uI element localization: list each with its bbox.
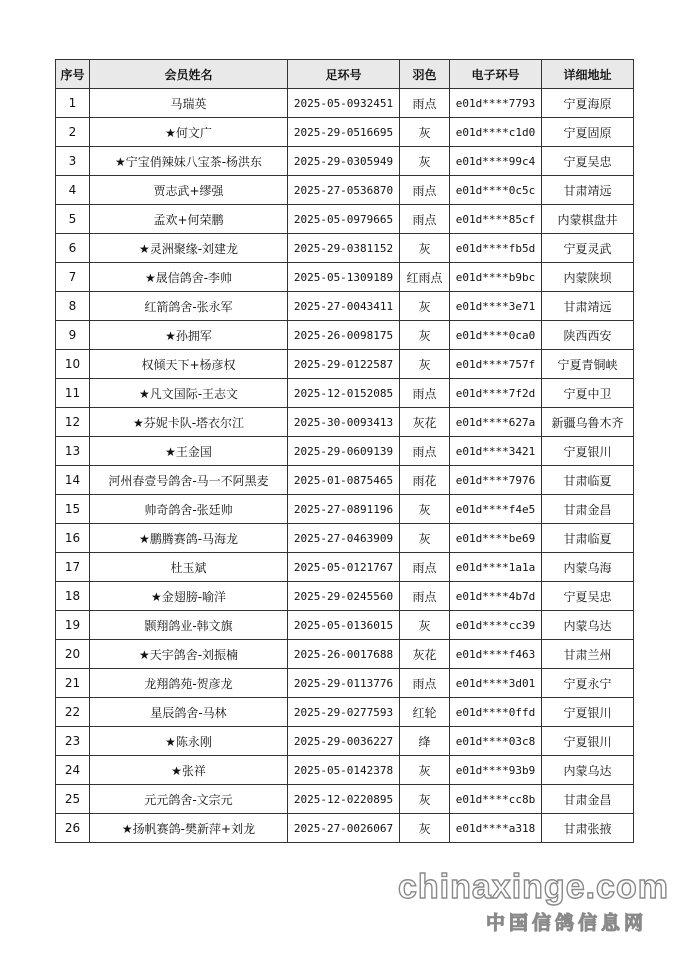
cell-member-name: ★灵洲聚缘-刘建龙 (90, 234, 288, 263)
cell-feather-color: 雨花 (400, 466, 450, 495)
cell-electronic-ring: e01d****7f2d (450, 379, 542, 408)
cell-address: 宁夏吴忠 (542, 147, 634, 176)
cell-address: 甘肃临夏 (542, 524, 634, 553)
table-row (56, 611, 634, 640)
cell-ring-number: 2025-30-0093413 (288, 408, 400, 437)
cell-member-name: ★宁宝俏辣妹八宝茶-杨洪东 (90, 147, 288, 176)
cell-feather-color: 灰 (400, 147, 450, 176)
cell-electronic-ring: e01d****93b9 (450, 756, 542, 785)
cell-feather-color: 灰花 (400, 408, 450, 437)
cell-address: 陕西西安 (542, 321, 634, 350)
cell-feather-color: 雨点 (400, 669, 450, 698)
cell-electronic-ring: e01d****be69 (450, 524, 542, 553)
cell-feather-color: 灰 (400, 495, 450, 524)
cell-member-name: ★芬妮卡队-塔衣尔江 (90, 408, 288, 437)
cell-member-name: ★天宇鸽舍-刘振楠 (90, 640, 288, 669)
cell-ring-number: 2025-29-0277593 (288, 698, 400, 727)
watermark-site-name: 中国信鸽信息网 (486, 912, 648, 934)
table-row (56, 263, 634, 292)
cell-feather-color: 灰 (400, 524, 450, 553)
cell-feather-color: 灰花 (400, 640, 450, 669)
cell-address: 宁夏海原 (542, 89, 634, 118)
cell-address: 甘肃兰州 (542, 640, 634, 669)
cell-ring-number: 2025-27-0463909 (288, 524, 400, 553)
cell-electronic-ring: e01d****a318 (450, 814, 542, 843)
cell-electronic-ring: e01d****0ffd (450, 698, 542, 727)
cell-ring-number: 2025-27-0536870 (288, 176, 400, 205)
cell-ring-number: 2025-27-0026067 (288, 814, 400, 843)
cell-ring-number: 2025-29-0381152 (288, 234, 400, 263)
table-row (56, 408, 634, 437)
table-row (56, 466, 634, 495)
cell-seq: 9 (56, 321, 90, 350)
cell-ring-number: 2025-05-0142378 (288, 756, 400, 785)
table-row (56, 756, 634, 785)
cell-electronic-ring: e01d****f4e5 (450, 495, 542, 524)
cell-address: 内蒙乌海 (542, 553, 634, 582)
cell-address: 宁夏固原 (542, 118, 634, 147)
cell-seq: 1 (56, 89, 90, 118)
cell-electronic-ring: e01d****cc39 (450, 611, 542, 640)
cell-ring-number: 2025-26-0098175 (288, 321, 400, 350)
cell-electronic-ring: e01d****fb5d (450, 234, 542, 263)
cell-electronic-ring: e01d****85cf (450, 205, 542, 234)
table-row (56, 495, 634, 524)
table-row (56, 553, 634, 582)
cell-ring-number: 2025-29-0122587 (288, 350, 400, 379)
table-body (56, 89, 634, 843)
cell-seq: 26 (56, 814, 90, 843)
cell-address: 内蒙乌达 (542, 756, 634, 785)
cell-member-name: ★金翅膀-喻洋 (90, 582, 288, 611)
cell-feather-color: 绛 (400, 727, 450, 756)
cell-ring-number: 2025-05-0136015 (288, 611, 400, 640)
table-row (56, 234, 634, 263)
cell-seq: 24 (56, 756, 90, 785)
header-seq: 序号 (56, 60, 90, 89)
cell-seq: 7 (56, 263, 90, 292)
cell-feather-color: 灰 (400, 611, 450, 640)
cell-member-name: 元元鸽舍-文宗元 (90, 785, 288, 814)
member-table-container (55, 59, 633, 843)
cell-feather-color: 灰 (400, 350, 450, 379)
cell-member-name: 马瑞英 (90, 89, 288, 118)
cell-electronic-ring: e01d****7793 (450, 89, 542, 118)
cell-feather-color: 灰 (400, 814, 450, 843)
header-address: 详细地址 (542, 60, 634, 89)
header-electronic-ring: 电子环号 (450, 60, 542, 89)
cell-seq: 23 (56, 727, 90, 756)
cell-member-name: ★晟信鸽舍-李帅 (90, 263, 288, 292)
cell-member-name: 权倾天下+杨彦权 (90, 350, 288, 379)
cell-seq: 12 (56, 408, 90, 437)
table-row (56, 698, 634, 727)
cell-ring-number: 2025-12-0220895 (288, 785, 400, 814)
cell-member-name: 红箭鸽舍-张永军 (90, 292, 288, 321)
header-feather-color: 羽色 (400, 60, 450, 89)
cell-electronic-ring: e01d****cc8b (450, 785, 542, 814)
table-row (56, 437, 634, 466)
table-row (56, 350, 634, 379)
table-row (56, 205, 634, 234)
cell-address: 甘肃靖远 (542, 176, 634, 205)
cell-ring-number: 2025-12-0152085 (288, 379, 400, 408)
cell-address: 宁夏青铜峡 (542, 350, 634, 379)
cell-ring-number: 2025-26-0017688 (288, 640, 400, 669)
cell-ring-number: 2025-29-0305949 (288, 147, 400, 176)
cell-member-name: ★王金国 (90, 437, 288, 466)
cell-member-name: ★陈永刚 (90, 727, 288, 756)
header-member-name: 会员姓名 (90, 60, 288, 89)
cell-member-name: 颢翔鸽业-韩文旗 (90, 611, 288, 640)
cell-electronic-ring: e01d****3d01 (450, 669, 542, 698)
cell-ring-number: 2025-27-0043411 (288, 292, 400, 321)
table-row (56, 292, 634, 321)
cell-ring-number: 2025-05-1309189 (288, 263, 400, 292)
table-row (56, 176, 634, 205)
cell-seq: 18 (56, 582, 90, 611)
cell-feather-color: 雨点 (400, 437, 450, 466)
cell-seq: 20 (56, 640, 90, 669)
cell-feather-color: 雨点 (400, 89, 450, 118)
cell-electronic-ring: e01d****0c5c (450, 176, 542, 205)
cell-electronic-ring: e01d****b9bc (450, 263, 542, 292)
cell-feather-color: 灰 (400, 118, 450, 147)
cell-member-name: ★张祥 (90, 756, 288, 785)
cell-seq: 11 (56, 379, 90, 408)
cell-member-name: ★凡文国际-王志文 (90, 379, 288, 408)
cell-electronic-ring: e01d****f463 (450, 640, 542, 669)
cell-electronic-ring: e01d****627a (450, 408, 542, 437)
cell-address: 宁夏银川 (542, 727, 634, 756)
cell-address: 内蒙乌达 (542, 611, 634, 640)
table-row (56, 814, 634, 843)
cell-member-name: 杜玉斌 (90, 553, 288, 582)
table-header-row (56, 60, 634, 89)
table-row (56, 321, 634, 350)
cell-seq: 8 (56, 292, 90, 321)
table-row (56, 669, 634, 698)
cell-feather-color: 红雨点 (400, 263, 450, 292)
cell-feather-color: 灰 (400, 785, 450, 814)
cell-feather-color: 灰 (400, 756, 450, 785)
cell-address: 宁夏中卫 (542, 379, 634, 408)
cell-ring-number: 2025-29-0036227 (288, 727, 400, 756)
cell-member-name: ★鹏腾赛鸽-马海龙 (90, 524, 288, 553)
cell-address: 宁夏吴忠 (542, 582, 634, 611)
cell-address: 宁夏灵武 (542, 234, 634, 263)
cell-feather-color: 红轮 (400, 698, 450, 727)
cell-address: 甘肃靖远 (542, 292, 634, 321)
cell-address: 甘肃金昌 (542, 495, 634, 524)
cell-feather-color: 雨点 (400, 582, 450, 611)
cell-seq: 17 (56, 553, 90, 582)
cell-feather-color: 雨点 (400, 205, 450, 234)
member-table (55, 59, 634, 843)
cell-member-name: 孟欢+何荣鹏 (90, 205, 288, 234)
watermark-domain: chinaxinge.com (398, 868, 669, 906)
cell-electronic-ring: e01d****3e71 (450, 292, 542, 321)
table-row (56, 89, 634, 118)
cell-address: 甘肃临夏 (542, 466, 634, 495)
cell-seq: 13 (56, 437, 90, 466)
cell-feather-color: 雨点 (400, 379, 450, 408)
cell-member-name: 河州春壹号鸽舍-马一不阿黑麦 (90, 466, 288, 495)
cell-ring-number: 2025-29-0113776 (288, 669, 400, 698)
cell-electronic-ring: e01d****03c8 (450, 727, 542, 756)
cell-electronic-ring: e01d****99c4 (450, 147, 542, 176)
cell-electronic-ring: e01d****757f (450, 350, 542, 379)
cell-address: 甘肃金昌 (542, 785, 634, 814)
cell-ring-number: 2025-05-0932451 (288, 89, 400, 118)
cell-seq: 14 (56, 466, 90, 495)
cell-member-name: ★何文广 (90, 118, 288, 147)
cell-address: 内蒙棋盘井 (542, 205, 634, 234)
cell-ring-number: 2025-29-0609139 (288, 437, 400, 466)
cell-seq: 21 (56, 669, 90, 698)
cell-feather-color: 灰 (400, 292, 450, 321)
table-row (56, 785, 634, 814)
cell-member-name: 星辰鸽舍-马林 (90, 698, 288, 727)
cell-seq: 2 (56, 118, 90, 147)
table-row (56, 524, 634, 553)
table-row (56, 118, 634, 147)
cell-member-name: 帅奇鸽舍-张廷帅 (90, 495, 288, 524)
cell-feather-color: 雨点 (400, 176, 450, 205)
cell-address: 宁夏永宁 (542, 669, 634, 698)
cell-seq: 15 (56, 495, 90, 524)
cell-member-name: ★扬帆赛鸽-樊新萍+刘龙 (90, 814, 288, 843)
cell-address: 宁夏银川 (542, 698, 634, 727)
cell-address: 新疆乌鲁木齐 (542, 408, 634, 437)
cell-ring-number: 2025-05-0121767 (288, 553, 400, 582)
table-row (56, 640, 634, 669)
cell-feather-color: 灰 (400, 234, 450, 263)
cell-electronic-ring: e01d****c1d0 (450, 118, 542, 147)
cell-seq: 25 (56, 785, 90, 814)
cell-ring-number: 2025-27-0891196 (288, 495, 400, 524)
cell-member-name: 贾志武+缪强 (90, 176, 288, 205)
cell-address: 宁夏银川 (542, 437, 634, 466)
cell-feather-color: 灰 (400, 321, 450, 350)
cell-seq: 6 (56, 234, 90, 263)
cell-ring-number: 2025-01-0875465 (288, 466, 400, 495)
cell-ring-number: 2025-29-0516695 (288, 118, 400, 147)
cell-address: 内蒙陕坝 (542, 263, 634, 292)
table-row (56, 727, 634, 756)
cell-address: 甘肃张掖 (542, 814, 634, 843)
cell-ring-number: 2025-29-0245560 (288, 582, 400, 611)
cell-seq: 22 (56, 698, 90, 727)
cell-electronic-ring: e01d****7976 (450, 466, 542, 495)
cell-electronic-ring: e01d****3421 (450, 437, 542, 466)
table-row (56, 147, 634, 176)
cell-seq: 19 (56, 611, 90, 640)
cell-electronic-ring: e01d****4b7d (450, 582, 542, 611)
cell-seq: 16 (56, 524, 90, 553)
cell-member-name: 龙翔鸽苑-贺彦龙 (90, 669, 288, 698)
cell-feather-color: 雨点 (400, 553, 450, 582)
cell-electronic-ring: e01d****0ca0 (450, 321, 542, 350)
cell-electronic-ring: e01d****1a1a (450, 553, 542, 582)
cell-member-name: ★孙拥军 (90, 321, 288, 350)
table-row (56, 582, 634, 611)
cell-seq: 4 (56, 176, 90, 205)
cell-seq: 3 (56, 147, 90, 176)
cell-seq: 5 (56, 205, 90, 234)
cell-seq: 10 (56, 350, 90, 379)
table-row (56, 379, 634, 408)
cell-ring-number: 2025-05-0979665 (288, 205, 400, 234)
header-ring-number: 足环号 (288, 60, 400, 89)
